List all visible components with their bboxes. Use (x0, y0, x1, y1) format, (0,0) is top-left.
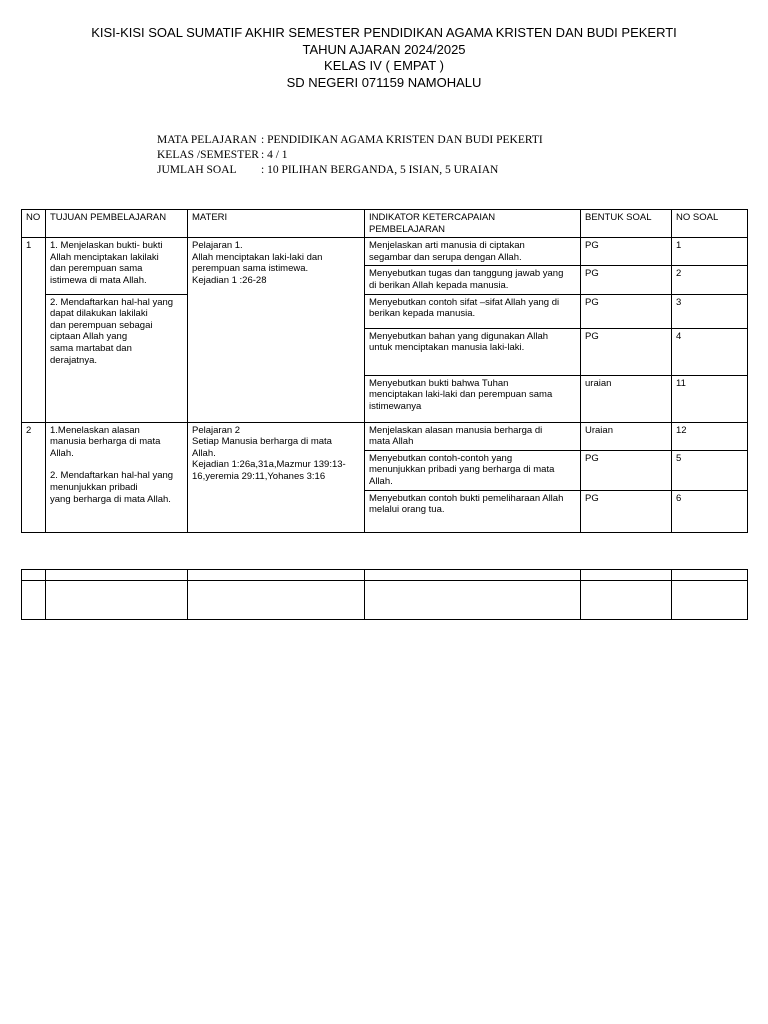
question-number: 2 (672, 266, 748, 294)
learning-goal: 2. Mendaftarkan hal-hal yang dapat dilakukan lakilaki dan perempuan sebagai ciptaan Allah yang sama martabat dan derajatnya. (46, 294, 188, 422)
exam-info (157, 133, 543, 178)
learning-goal (46, 422, 188, 532)
indicator: Menyebutkan bahan yang digunakan Allah untuk menciptakan manusia laki-laki. (365, 328, 581, 375)
document-title: KISI-KISI SOAL SUMATIF AKHIR SEMESTER PENDIDIKAN AGAMA KRISTEN DAN BUDI PEKERTI (91, 25, 677, 40)
question-number: 11 (672, 375, 748, 422)
indicator: Menyebutkan contoh bukti pemeliharaan Allah melalui orang tua. (365, 490, 581, 532)
group-number: 1 (22, 238, 46, 422)
indicator: Menyebutkan bukti bahwa Tuhan menciptakan laki-laki dan perempuan sama istimewanya (365, 375, 581, 422)
blank-header-row (22, 570, 748, 581)
learning-goal-part: 1.Menelaskan alasan manusia berharga di mata Allah. (50, 424, 161, 459)
learning-goal: 1. Menjelaskan bukti- bukti Allah menciptakan lakilaki dan perempuan sama istimewa di mata Allah. (46, 238, 188, 294)
question-count-value: : 10 PILIHAN BERGANDA, 5 ISIAN, 5 URAIAN (261, 164, 499, 176)
blank-cell (22, 570, 46, 581)
question-number: 4 (672, 328, 748, 375)
indicator: Menyebutkan tugas dan tanggung jawab yang di berikan Allah kepada manusia. (365, 266, 581, 294)
header-question-type: BENTUK SOAL (581, 210, 672, 238)
class-name: KELAS IV ( EMPAT ) (324, 58, 444, 73)
indicator: Menyebutkan contoh sifat –sifat Allah yang di berikan kepada manusia. (365, 294, 581, 328)
academic-year: TAHUN AJARAN 2024/2025 (302, 41, 466, 57)
header-question-number: NO SOAL (672, 210, 748, 238)
material: Pelajaran 1. Allah menciptakan laki-laki dan perempuan sama istimewa. Kejadian 1 :26-28 (188, 238, 365, 422)
question-number: 5 (672, 450, 748, 490)
header-indicator: INDIKATOR KETERCAPAIAN PEMBELAJARAN (365, 210, 581, 238)
table-row (22, 294, 748, 328)
blank-cell (672, 581, 748, 620)
question-type: PG (581, 238, 672, 266)
group-number: 2 (22, 422, 46, 532)
question-number: 12 (672, 422, 748, 450)
question-type: PG (581, 266, 672, 294)
question-grid-table (21, 209, 748, 533)
class-value: : 4 / 1 (261, 149, 288, 161)
question-count-row (157, 163, 543, 178)
class-label: KELAS /SEMESTER (157, 149, 259, 161)
blank-cell (188, 570, 365, 581)
blank-cell (581, 581, 672, 620)
question-count-label: JUMLAH SOAL (157, 164, 237, 176)
question-type: PG (581, 490, 672, 532)
blank-cell (46, 581, 188, 620)
header-no: NO (22, 210, 46, 238)
subject-label: MATA PELAJARAN (157, 134, 257, 146)
question-type: PG (581, 294, 672, 328)
header-row (22, 210, 748, 238)
school-name: SD NEGERI 071159 NAMOHALU (286, 74, 482, 90)
blank-cell (365, 581, 581, 620)
blank-cell (365, 570, 581, 581)
subject-row (157, 133, 543, 148)
question-type: uraian (581, 375, 672, 422)
header-material: MATERI (188, 210, 365, 238)
indicator: Menjelaskan alasan manusia berharga di mata Allah (365, 422, 581, 450)
header-goal: TUJUAN PEMBELAJARAN (46, 210, 188, 238)
question-type: PG (581, 450, 672, 490)
blank-cell (188, 581, 365, 620)
subject-value: : PENDIDIKAN AGAMA KRISTEN DAN BUDI PEKERTI (261, 134, 543, 146)
learning-goal-part: 2. Mendaftarkan hal-hal yang menunjukkan pribadi yang berharga di mata Allah. (50, 470, 174, 505)
indicator: Menjelaskan arti manusia di ciptakan segambar dan serupa dengan Allah. (365, 238, 581, 266)
blank-cell (46, 570, 188, 581)
blank-cell (22, 581, 46, 620)
question-type: Uraian (581, 422, 672, 450)
material: Pelajaran 2 Setiap Manusia berharga di mata Allah. Kejadian 1:26a,31a,Mazmur 139:13- 16,yeremia 29:11,Yohanes 3:16 (188, 422, 365, 532)
indicator: Menyebutkan contoh-contoh yang menunjukkan pribadi yang berharga di mata Allah. (365, 450, 581, 490)
blank-table (21, 569, 748, 620)
table-row (22, 238, 748, 266)
document-header (0, 25, 768, 91)
blank-cell (672, 570, 748, 581)
question-number: 6 (672, 490, 748, 532)
question-type: PG (581, 328, 672, 375)
class-row (157, 148, 543, 163)
question-number: 3 (672, 294, 748, 328)
blank-row (22, 581, 748, 620)
table-row (22, 422, 748, 450)
blank-cell (581, 570, 672, 581)
question-number: 1 (672, 238, 748, 266)
